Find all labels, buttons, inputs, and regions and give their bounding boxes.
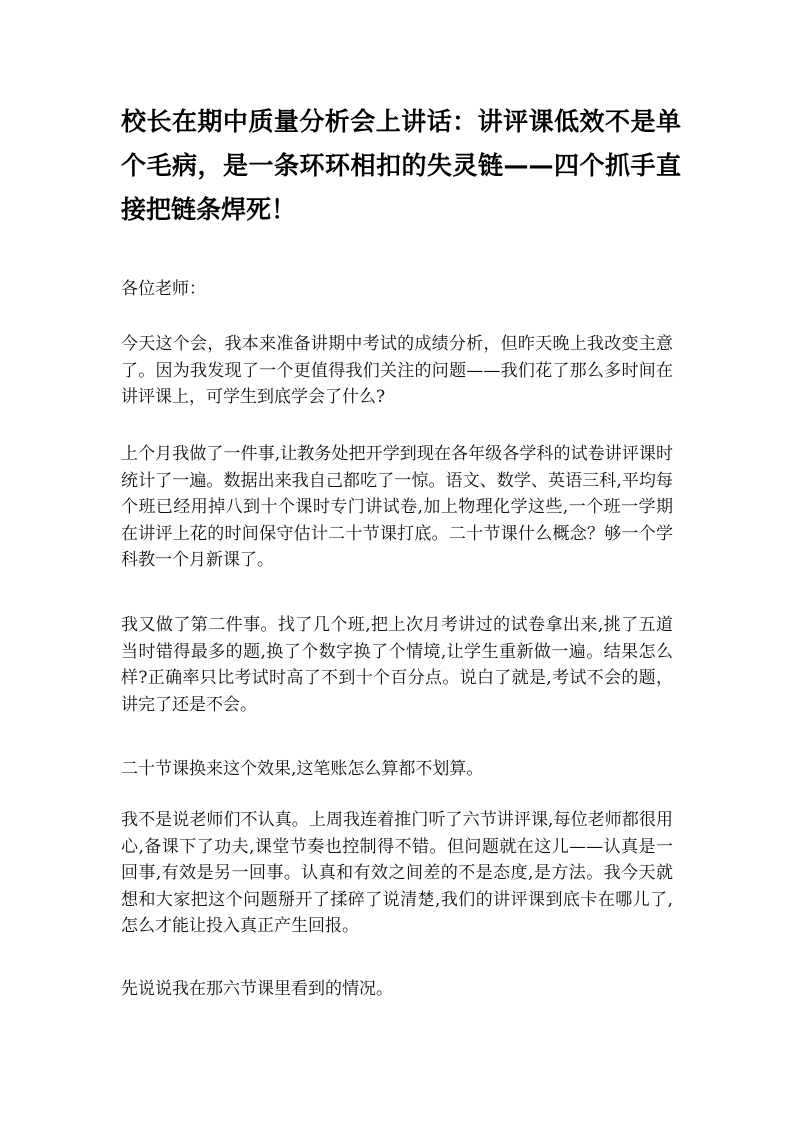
salutation: 各位老师：	[121, 279, 206, 299]
document-title: 校长在期中质量分析会上讲话：讲评课低效不是单个毛病，是一条环环相扣的失灵链——四个抓手直接把链条焊死！	[121, 107, 681, 224]
paragraph: 上个月我做了一件事,让教务处把开学到现在各年级各学科的试卷讲评课时统计了一遍。数据出来我自己都吃了一惊。语文、数学、英语三科,平均每个班已经用掉八到十个课时专门讲试卷,加上物理化学这些,一个班一学期在讲评上花的时间保守估计二十节课打底。二十节课什么概念？够一个学科教一个月新课了。	[121, 444, 673, 570]
paragraph: 今天这个会，我本来准备讲期中考试的成绩分析，但昨天晚上我改变主意了。因为我发现了一个更值得我们关注的问题——我们花了那么多时间在讲评课上，可学生到底学会了什么?	[121, 334, 673, 407]
paragraph: 二十节课换来这个效果,这笔账怎么算都不划算。	[121, 759, 484, 779]
paragraph: 我又做了第二件事。找了几个班,把上次月考讲过的试卷拿出来,挑了五道当时错得最多的题,换了个数字换了个情境,让学生重新做一遍。结果怎么样?正确率只比考试时高了不到十个百分点。说白了就是,考试不会的题，讲完了还是不会。	[121, 615, 673, 715]
paragraph: 我不是说老师们不认真。上周我连着推门听了六节讲评课,每位老师都很用心,备课下了功夫,课堂节奏也控制得不错。但问题就在这儿——认真是一回事,有效是另一回事。认真和有效之间差的不是态度,是方法。我今天就想和大家把这个问题掰开了揉碎了说清楚,我们的讲评课到底卡在哪儿了,怎么才能让投入真正产生回报。	[121, 810, 673, 936]
paragraph: 先说说我在那六节课里看到的情况。	[121, 979, 393, 999]
